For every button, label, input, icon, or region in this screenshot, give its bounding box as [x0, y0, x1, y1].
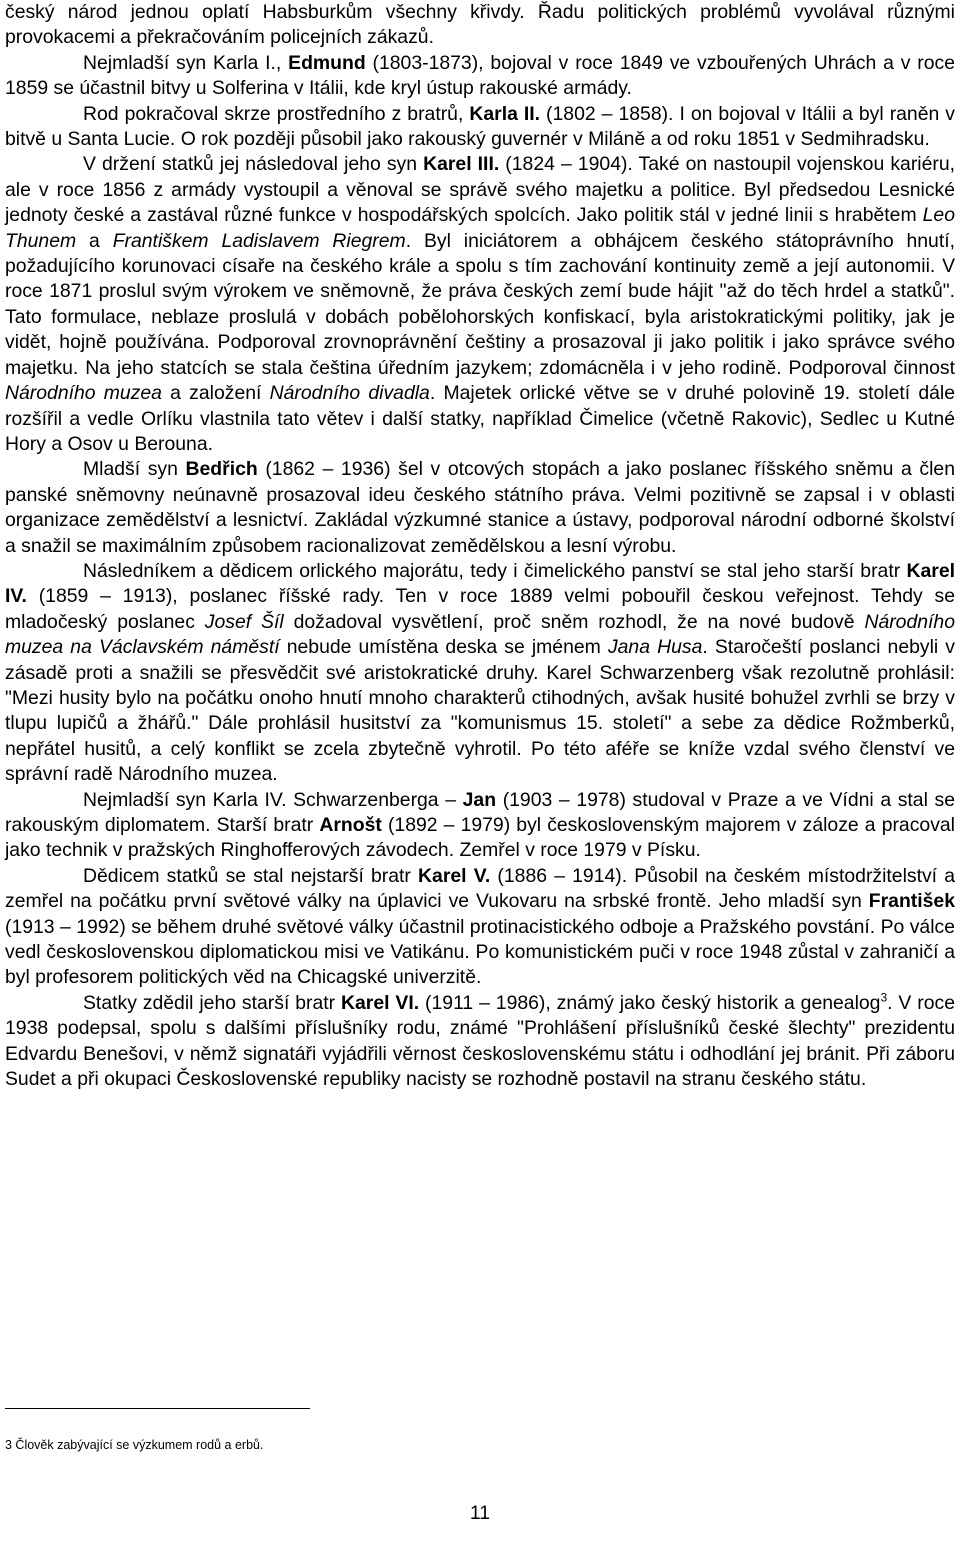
text-run: (1913 – 1992) se během druhé světové války účastnil protinacistického odboje a Pražského povstání. Po válce vedl československou diplomatickou misi ve Vatikánu. Po komunistickém puči v roce 1948 zůstal v zahraničí a byl profesorem politických věd na Chicagské univerzitě.: [5, 915, 955, 989]
text-run: (1892 – 1979) byl československým majorem v záloze a pracoval jako technik v pražských Ringhofferových závodech. Zemřel v roce 1979 v Písku.: [5, 814, 955, 862]
text-run: Mladší syn: [83, 458, 186, 481]
text-run: (1859 – 1913), poslanec říšské rady. Ten v roce 1889 velmi pobouřil českou veřejnost. Tehdy se mladočeský poslanec: [5, 585, 955, 633]
text-run: (1824 – 1904). Také on nastoupil vojenskou kariéru, ale v roce 1856 z armády vystoupil a věnoval se správě svého majetku a politice. Byl předsedou Lesnické jednoty české a zastával různé funkce v hospodářských spolcích. Jako politik stál v jedné linii s hrabětem: [5, 153, 955, 227]
italic-text: Národního muzea: [5, 382, 162, 405]
paragraph-6: [5, 559, 955, 788]
bold-name: Edmund: [288, 51, 366, 74]
bold-name: Karel VI.: [341, 991, 420, 1014]
text-run: (1911 – 1986), známý jako český historik a genealog: [419, 991, 881, 1014]
paragraph-8: [5, 864, 955, 991]
text-run: Statky zdědil jeho starší bratr: [83, 991, 342, 1014]
italic-text: Národního muzea na Václavském náměstí: [5, 610, 955, 659]
paragraph-5: [5, 457, 955, 559]
bold-name: František: [868, 890, 955, 913]
text-run: Rod pokračoval skrze prostředního z bratrů,: [83, 102, 470, 125]
text-run: (1862 – 1936) šel v otcových stopách a jako poslanec říšského sněmu a člen panské sněmovny neúnavně prosazoval ideu českého státního práva. Velmi pozitivně se zapsal i v oblasti organizace zemědělství a lesnictví. Zakládal výzkumné stanice a ústavy, podporoval národní odborné školství a snažil se maximálním způsobem racionalizovat zemědělskou a lesní výrobu.: [5, 458, 955, 557]
italic-text: Josef Šíl: [204, 610, 284, 633]
paragraph-7: [5, 788, 955, 864]
text-run: Dědicem statků se stal nejstarší bratr: [83, 864, 419, 887]
text-run: . V roce 1938 podepsal, spolu s dalšími příslušníky rodu, známé "Prohlášení příslušníků české šlechty" prezidentu Edvardu Benešovi, v němž signatáři vyjádřili věrnost československému státu i odhodlání jej bránit. Při záboru Sudet a při okupaci Československé republiky nacisty se rozhodně postavil na stranu českého státu.: [5, 991, 955, 1091]
paragraph-3: [5, 102, 955, 153]
paragraph-2: [5, 51, 955, 102]
text-run: . Staročeští poslanci nebyli v zásadě proti a snažili se přesvědčit své aristokratické druhy. Karel Schwarzenberg však rezolutně prohlásil: "Mezi husity bylo na počátku onoho hnutí mnoho charakterů ctihodných, avšak husité bohužel zvrhli se brzy v tlupu lupičů a žhářů." Dále prohlásil husitství za "komunismus 15. století" a sebe za dědice Rožmberků, nepřátel husitů, a celý konflikt se zcela zbytečně vyhrotil. Po této aféře se kníže vzdal svého členství ve správní radě Národního muzea.: [5, 636, 956, 786]
bold-name: Karla II.: [469, 102, 541, 125]
text-run: . Byl iniciátorem a obhájcem českého státoprávního hnutí, požadujícího korunovaci císaře na českého krále a spolu s tím zachování kontinuity země a její autonomii. V roce 1871 proslul svým výrokem ve sněmovně, že práva českých zemí bude hájit "až do těch hrdel a statků". Tato formulace, neblaze proslulá v dobách pobělohorských konfiskací, byla aristokratickými politiky, jak je vidět, hojně používána. Podporoval zrovnoprávnění češtiny a prosazoval ji jako politik i jako správce svého majetku. Na jeho statcích se stala čeština úředním jazykem; zdomácněla i v jeho rodině. Podporoval činnost: [5, 229, 955, 379]
text-run: a založení: [161, 382, 270, 405]
text-run: Následníkem a dědicem orlického majorátu, tedy i čimelického panství se stal jeho starší bratr: [83, 559, 907, 582]
page-number: 11: [469, 1502, 491, 1524]
paragraph-1: [5, 0, 955, 51]
text-run: a: [76, 229, 113, 252]
italic-text: Jana Husa: [607, 636, 703, 659]
paragraph-4: [5, 152, 955, 457]
paragraph-9: [5, 991, 955, 1093]
text-run: (1802 – 1858). I on bojoval v Itálii a byl raněn v bitvě u Santa Lucie. O rok později působil jako rakouský guvernér v Miláně a od roku 1851 v Sedmihradsku.: [5, 102, 955, 151]
text-run: Nejmladší syn Karla IV. Schwarzenberga –: [83, 788, 463, 811]
text-run: nebude umístěna deska se jménem: [279, 636, 608, 659]
bold-name: Jan: [462, 788, 497, 811]
bold-name: Karel IV.: [5, 559, 955, 608]
bold-name: Arnošt: [319, 814, 382, 836]
text-run: . Majetek orlické větve se v druhé polovině 19. století dále rozšířil a vedle Orlíku vlastnila tato větev i další statky, například Čimelice (včetně Rakovic), Sedlec u Kutné Hory a Osov u Berouna.: [5, 382, 955, 455]
footnote-separator: [5, 1408, 310, 1409]
text-run: V držení statků jej následoval jeho syn: [83, 153, 424, 176]
text-run: Nejmladší syn Karla I.,: [83, 51, 289, 74]
italic-text: Leo Thunem: [5, 204, 955, 252]
bold-name: Karel V.: [418, 864, 491, 887]
text-run: (1886 – 1914). Působil na českém místodržitelství a zemřel na počátku první světové války na úplavici ve Vukovaru na srbské frontě. Jeho mladší syn: [5, 864, 955, 913]
text-run: (1803-1873), bojoval v roce 1849 ve vzbouřených Uhrách a v roce 1859 se účastnil bitvy u Solferina v Itálii, kde kryl ústup rakouské armády.: [5, 51, 955, 100]
text-run: český národ jednou oplatí Habsburkům všechny křivdy. Řadu politických problémů vyvolával různými provokacemi a překračováním policejních zákazů.: [5, 1, 955, 49]
footnote: 3 Člověk zabývající se výzkumem rodů a erbů.: [5, 1438, 264, 1452]
italic-text: Františkem Ladislavem Riegrem: [112, 229, 406, 252]
footnote-ref: 3: [880, 990, 888, 1005]
italic-text: Národního divadla: [269, 382, 430, 405]
text-run: (1903 – 1978) studoval v Praze a ve Vídni a stal se rakouským diplomatem. Starší bratr: [5, 788, 956, 836]
bold-name: Bedřich: [185, 458, 258, 481]
document-body: [5, 0, 955, 1092]
bold-name: Karel III.: [423, 153, 500, 176]
text-run: dožadoval vysvětlení, proč sněm rozhodl, že na nové budově: [283, 610, 865, 633]
